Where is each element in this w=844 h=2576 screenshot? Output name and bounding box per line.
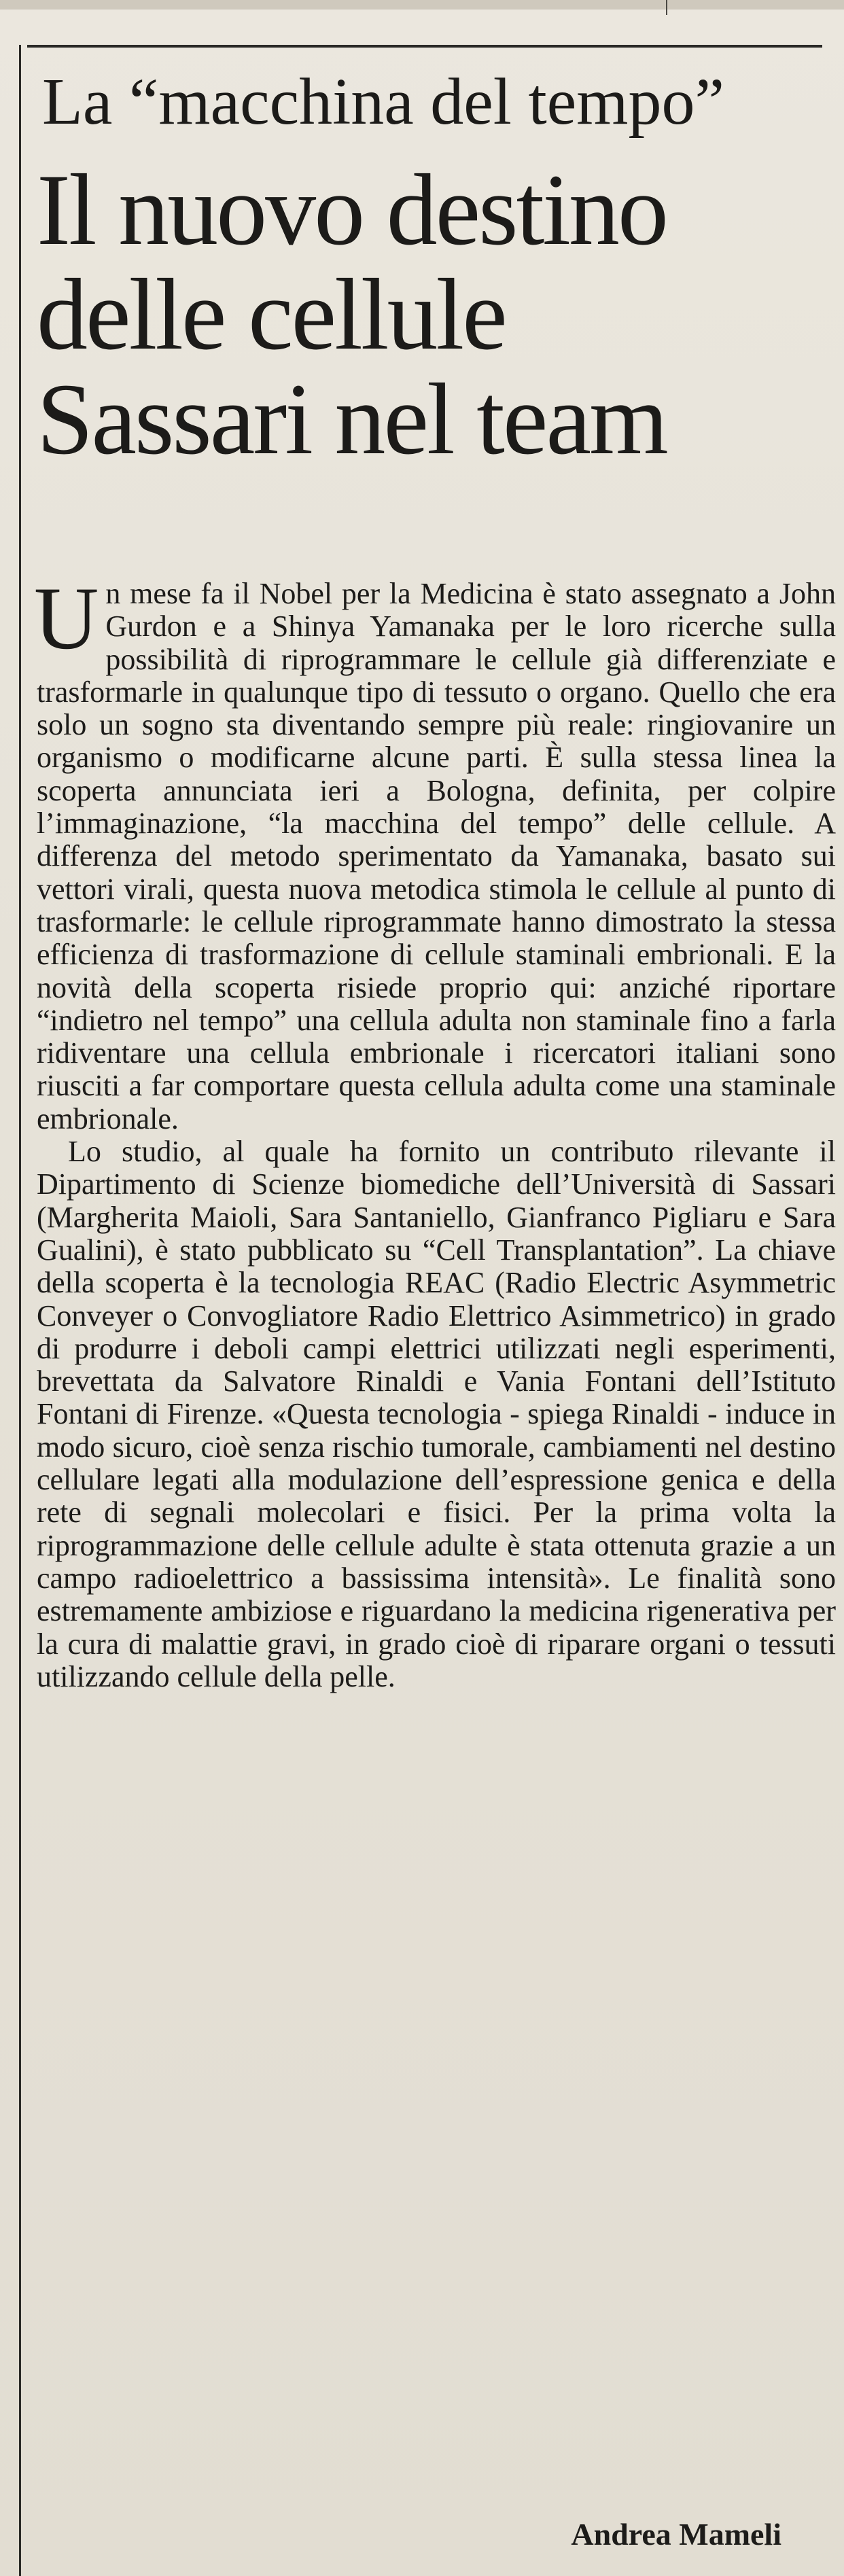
byline: Andrea Mameli	[571, 2517, 781, 2552]
column-divider	[666, 0, 667, 15]
headline-line-2: delle cellule	[37, 258, 506, 371]
article-body	[34, 568, 836, 1693]
paragraph-1	[34, 568, 836, 1135]
previous-article-edge	[0, 0, 844, 10]
left-column-rule	[19, 45, 21, 2576]
article-headline	[37, 154, 832, 476]
paragraph-1-text: n mese fa il Nobel per la Medicina è stato assegnato a John Gurdon e a Shinya Yamanaka per le loro ricerche sulla possibilità di riprogrammare le cellule già differenziate e trasformarle in qualunque tipo di tessuto o organo. Quello che era solo un sogno sta diventando sempre più reale: ringiovanire un organismo o modificarne alcune parti. È sulla stessa linea la scoperta annunciata ieri a Bologna, definita, per colpire l’immaginazione, “la macchina del tempo” delle cellule. A differenza del metodo sperimentato da Yamanaka, basato sui vettori virali, questa nuova metodica stimola le cellule al punto di trasformarle: le cellule riprogrammate hanno dimostrato la stessa efficienza di trasformazione di cellule staminali embrionali. E la novità della scoperta risiede proprio qui: anziché riportare “indietro nel tempo” una cellula adulta non staminale fino a farla ridiventare una cellula embrionale i ricercatori italiani sono riusciti a far comportare questa cellula adulta come una staminale embrionale.	[37, 577, 836, 1135]
article-kicker: La “macchina del tempo”	[42, 65, 724, 139]
drop-cap: U	[34, 568, 99, 668]
headline-line-3: Sassari nel team	[37, 363, 667, 476]
top-rule	[27, 45, 822, 48]
paragraph-2: Lo studio, al quale ha fornito un contributo rilevante il Dipartimento di Scienze biomediche dell’Università di Sassari (Margherita Maioli, Sara Santaniello, Gianfranco Pigliaru e Sara Gualini), è stato pubblicato su “Cell Transplantation”. La chiave della scoperta è la tecnologia REAC (Radio Electric Asymmetric Conveyer o Convogliatore Radio Elettrico Asimmetrico) in grado di produrre i deboli campi elettrici utilizzati negli esperimenti, brevettata da Salvatore Rinaldi e Vania Fontani dell’Istituto Fontani di Firenze. «Questa tecnologia - spiega Rinaldi - induce in modo sicuro, cioè senza rischio tumorale, cambiamenti nel destino cellulare legati alla modulazione dell’espressione genica e della rete di segnali molecolari e fisici. Per la prima volta la riprogrammazione delle cellule adulte è stata ottenuta grazie a un campo radioelettrico a bassissima intensità». Le finalità sono estremamente ambiziose e riguardano la medicina rigenerativa per la cura di malattie gravi, in grado cioè di riparare organi o tessuti utilizzando cellule della pelle.	[37, 1135, 836, 1693]
headline-line-1: Il nuovo destino	[37, 154, 667, 266]
